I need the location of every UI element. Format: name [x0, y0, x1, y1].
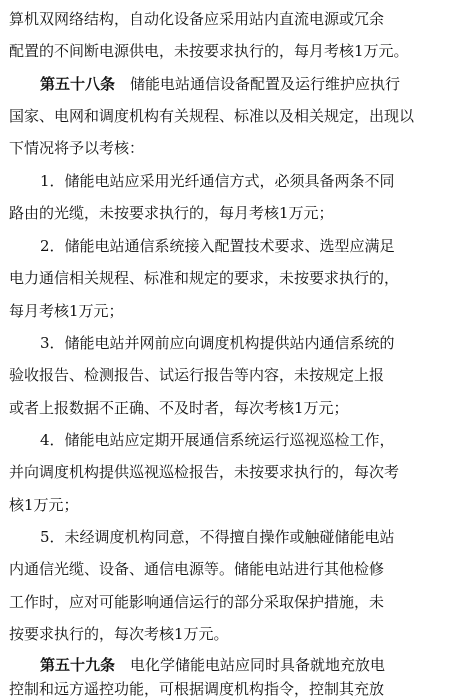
- article-label: 第五十九条: [40, 656, 116, 674]
- text-line: 国家、电网和调度机构有关规程、标准以及相关规定，出现以: [9, 107, 415, 125]
- text-line: 路由的光缆，未按要求执行的，每月考核1万元；: [9, 204, 334, 222]
- text-line: 核1万元；: [9, 496, 79, 514]
- text-run: 储能电站通信设备配置及运行维护应执行: [130, 75, 401, 93]
- article-58-line: [40, 71, 441, 97]
- text-line: 每月考核1万元；: [9, 302, 124, 320]
- text-line: 或者上报数据不正确、不及时者，每次考核1万元；: [9, 399, 349, 417]
- text-line: 控制和远方遥控功能，可根据调度机构指令，控制其充放: [9, 680, 385, 698]
- text-line: 下情况将予以考核：: [9, 139, 145, 157]
- text-line: 并向调度机构提供巡视巡检报告，未按要求执行的，每次考: [9, 463, 400, 481]
- text-line: 按要求执行的，每次考核1万元。: [9, 625, 229, 643]
- text-line: 内通信光缆、设备、通信电源等。储能电站进行其他检修: [9, 560, 385, 578]
- text-line: 工作时，应对可能影响通信运行的部分采取保护措施，未: [9, 593, 385, 611]
- list-item-line: 1．储能电站应采用光纤通信方式，必须具备两条不同: [40, 172, 395, 190]
- list-item-line: 3．储能电站并网前应向调度机构提供站内通信系统的: [40, 334, 395, 352]
- text-line: 配置的不间断电源供电，未按要求执行的，每月考核1万元。: [9, 42, 409, 60]
- text-line: 算机双网络结构，自动化设备应采用站内直流电源或冗余: [9, 10, 385, 28]
- list-item-line: 4．储能电站应定期开展通信系统运行巡视巡检工作，: [40, 431, 395, 449]
- article-59-line: [40, 652, 441, 678]
- list-item-line: 5．未经调度机构同意，不得擅自操作或触碰储能电站: [40, 528, 395, 546]
- text-run: 电化学储能电站应同时具备就地充放电: [130, 656, 386, 674]
- list-item-line: 2．储能电站通信系统接入配置技术要求、选型应满足: [40, 237, 395, 255]
- article-label: 第五十八条: [40, 75, 116, 93]
- text-line: 电力通信相关规程、标准和规定的要求，未按要求执行的，: [9, 269, 400, 287]
- text-line: 验收报告、检测报告、试运行报告等内容，未按规定上报: [9, 366, 385, 384]
